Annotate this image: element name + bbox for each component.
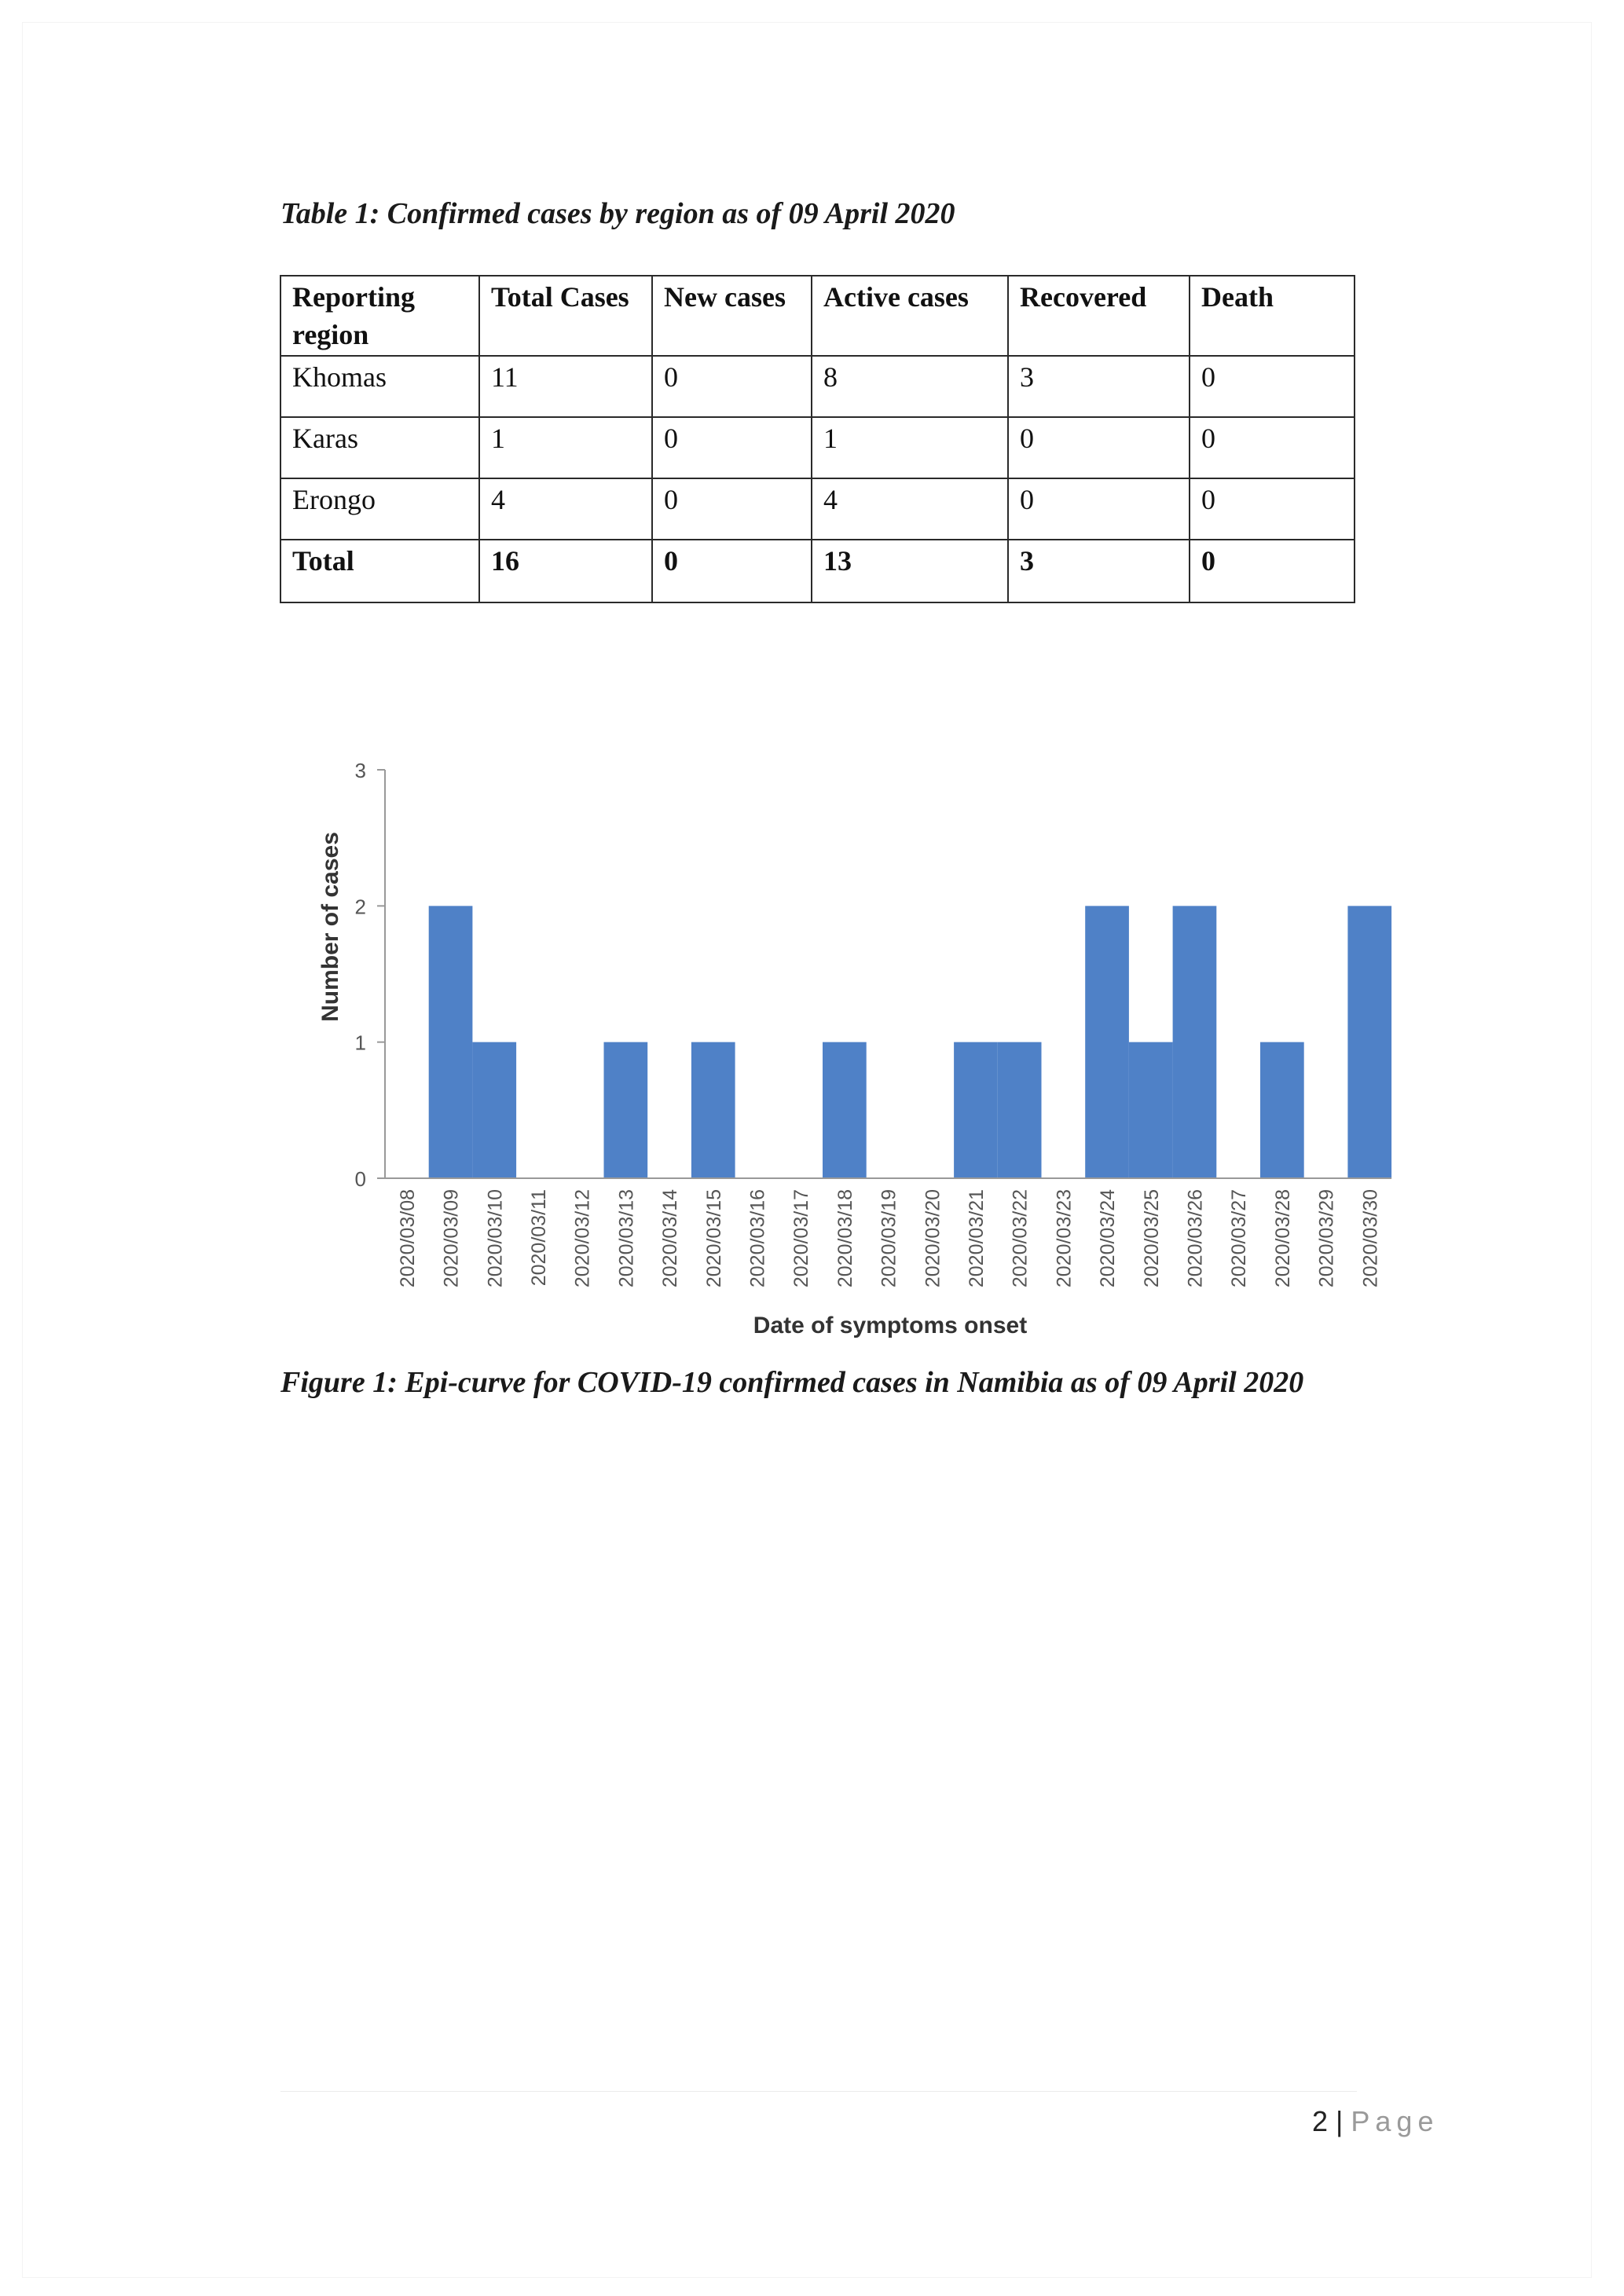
page-number: 2: [1312, 2105, 1329, 2137]
table-total-row: [280, 540, 1355, 602]
x-axis-title: Date of symptoms onset: [753, 1313, 1028, 1338]
x-tick-label: 2020/03/19: [878, 1189, 900, 1288]
cell-region: Khomas: [280, 356, 479, 417]
x-tick-label: 2020/03/22: [1009, 1189, 1032, 1288]
bar: [954, 1042, 998, 1178]
x-tick-label: 2020/03/20: [922, 1189, 944, 1288]
bar: [1173, 906, 1217, 1178]
x-tick-label: 2020/03/13: [615, 1189, 638, 1288]
x-tick-label: 2020/03/27: [1228, 1189, 1251, 1288]
y-tick-label: 3: [354, 759, 366, 782]
x-tick-label: 2020/03/10: [484, 1189, 507, 1288]
figure-caption: Figure 1: Epi-curve for COVID-19 confirmed cases in Namibia as of 09 April 2020: [280, 1366, 1304, 1399]
page-word: Page: [1351, 2105, 1439, 2137]
x-tick-label: 2020/03/11: [527, 1189, 550, 1287]
x-tick-label: 2020/03/15: [702, 1189, 725, 1288]
x-tick-label: 2020/03/17: [790, 1189, 813, 1288]
y-tick-label: 1: [354, 1031, 366, 1055]
total-cases: 16: [479, 540, 652, 602]
cell-death: 0: [1190, 417, 1355, 478]
cell-death: 0: [1190, 478, 1355, 540]
chart-y-ticks: [355, 759, 385, 1191]
cell-active-cases: 8: [812, 356, 1008, 417]
total-active-cases: 13: [812, 540, 1008, 602]
bar: [1347, 906, 1391, 1178]
page-separator: |: [1336, 2105, 1344, 2137]
total-recovered: 3: [1008, 540, 1190, 602]
x-tick-label: 2020/03/26: [1184, 1189, 1207, 1288]
header-new-cases: New cases: [652, 276, 812, 356]
y-tick-label: 0: [354, 1167, 366, 1191]
y-tick-label: 2: [354, 895, 366, 919]
bar: [429, 906, 473, 1178]
header-recovered: Recovered: [1008, 276, 1190, 356]
cell-region: Erongo: [280, 478, 479, 540]
chart-x-ticks: [397, 1189, 1381, 1287]
chart-axes: [385, 770, 1391, 1178]
x-tick-label: 2020/03/14: [659, 1189, 682, 1288]
cell-active-cases: 4: [812, 478, 1008, 540]
bar: [998, 1042, 1042, 1178]
header-total-cases: Total Cases: [479, 276, 652, 356]
bar: [691, 1042, 735, 1178]
x-tick-label: 2020/03/08: [396, 1189, 419, 1288]
cell-recovered: 0: [1008, 478, 1190, 540]
bar: [1260, 1042, 1304, 1178]
bar: [823, 1042, 867, 1178]
x-tick-label: 2020/03/21: [965, 1189, 988, 1288]
cell-new-cases: 0: [652, 356, 812, 417]
total-label: Total: [280, 540, 479, 602]
cell-death: 0: [1190, 356, 1355, 417]
x-tick-label: 2020/03/28: [1271, 1189, 1294, 1288]
cell-new-cases: 0: [652, 478, 812, 540]
cases-table: [280, 275, 1355, 603]
x-tick-label: 2020/03/09: [440, 1189, 463, 1288]
x-tick-label: 2020/03/25: [1140, 1189, 1163, 1288]
header-reporting-region: Reporting region: [280, 276, 479, 356]
page-footer: [1312, 2105, 1439, 2138]
x-tick-label: 2020/03/30: [1359, 1189, 1382, 1288]
cell-total-cases: 1: [479, 417, 652, 478]
bar: [604, 1042, 648, 1178]
cell-new-cases: 0: [652, 417, 812, 478]
cell-total-cases: 4: [479, 478, 652, 540]
header-death: Death: [1190, 276, 1355, 356]
bar: [1129, 1042, 1173, 1178]
y-axis-title: Number of cases: [317, 832, 343, 1022]
header-active-cases: Active cases: [812, 276, 1008, 356]
table-row: [280, 356, 1355, 417]
x-tick-label: 2020/03/12: [571, 1189, 594, 1288]
x-tick-label: 2020/03/29: [1315, 1189, 1338, 1288]
table-caption: Table 1: Confirmed cases by region as of 09 April 2020: [280, 197, 955, 230]
bar: [1085, 906, 1129, 1178]
epi-curve-chart: [299, 738, 1414, 1351]
total-new-cases: 0: [652, 540, 812, 602]
cell-region: Karas: [280, 417, 479, 478]
chart-bars: [429, 906, 1391, 1178]
cell-recovered: 0: [1008, 417, 1190, 478]
table-row: [280, 478, 1355, 540]
cell-total-cases: 11: [479, 356, 652, 417]
total-death: 0: [1190, 540, 1355, 602]
footer-divider: [280, 2091, 1357, 2092]
x-tick-label: 2020/03/23: [1053, 1189, 1076, 1288]
cell-active-cases: 1: [812, 417, 1008, 478]
x-tick-label: 2020/03/16: [746, 1189, 769, 1288]
table-row: [280, 417, 1355, 478]
table-header-row: [280, 276, 1355, 356]
cell-recovered: 3: [1008, 356, 1190, 417]
x-tick-label: 2020/03/18: [834, 1189, 856, 1288]
x-tick-label: 2020/03/24: [1097, 1189, 1120, 1288]
bar: [472, 1042, 516, 1178]
